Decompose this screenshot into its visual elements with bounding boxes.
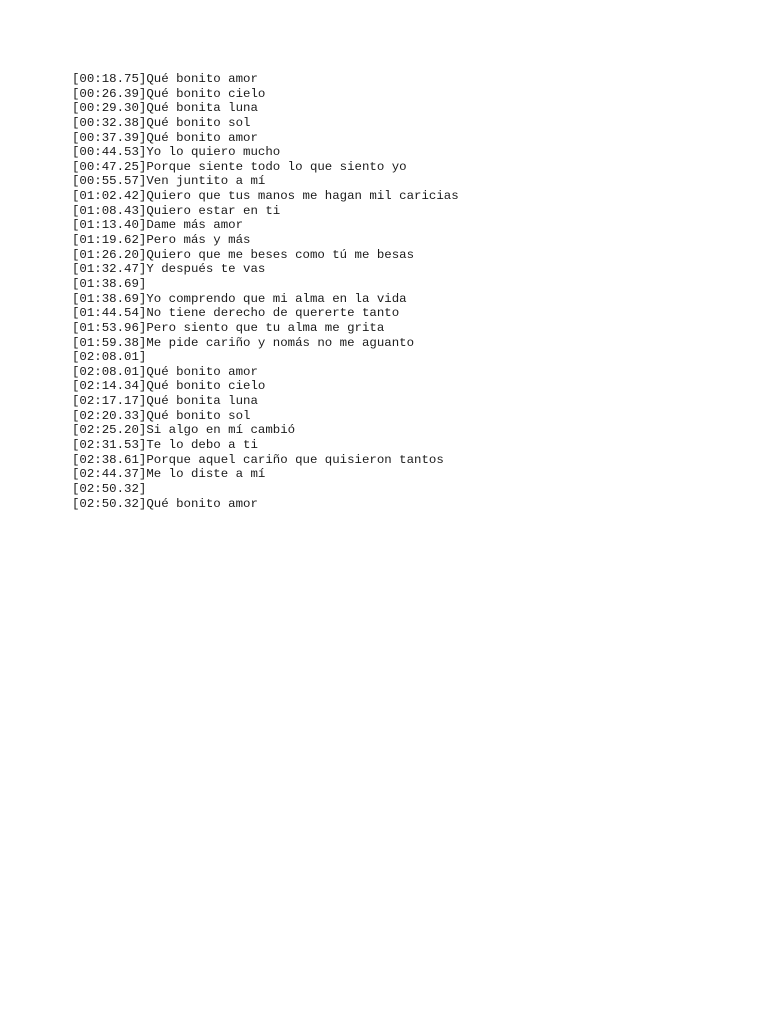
lyrics-list [72,72,459,511]
lyric-line: [01:19.62]Pero más y más [72,233,251,248]
lyric-line: [02:08.01] [72,350,147,365]
lyric-line: [00:26.39]Qué bonito cielo [72,86,266,101]
lyric-line: [02:17.17]Qué bonita luna [72,394,258,409]
lyric-line: [00:44.53]Yo lo quiero mucho [72,145,281,160]
lyric-line: [01:53.96]Pero siento que tu alma me grita [72,320,385,335]
lyric-line: [02:31.53]Te lo debo a ti [72,438,258,453]
lyric-line: [00:37.39]Qué bonito amor [72,130,258,145]
lyric-line: [02:50.32] [72,481,147,496]
lyric-line: [00:32.38]Qué bonito sol [72,115,251,130]
lyric-line: [00:55.57]Ven juntito a mí [72,174,266,189]
lyric-line: [02:25.20]Si algo en mí cambió [72,423,296,438]
lyric-line: [01:38.69]Yo comprendo que mi alma en la vida [72,291,407,306]
lyric-line: [01:26.20]Quiero que me beses como tú me besas [72,247,415,262]
lyric-line: [02:08.01]Qué bonito amor [72,364,258,379]
lyric-line: [00:29.30]Qué bonita luna [72,101,258,116]
lyric-line: [01:02.42]Quiero que tus manos me hagan mil caricias [72,189,459,204]
lyric-line: [00:18.75]Qué bonito amor [72,72,258,86]
lyric-line: [00:47.25]Porque siente todo lo que siento yo [72,159,407,174]
lyric-line: [01:32.47]Y después te vas [72,262,266,277]
lyric-line: [01:44.54]No tiene derecho de quererte tanto [72,306,400,321]
lyric-line: [02:38.61]Porque aquel cariño que quisieron tantos [72,452,444,467]
lyric-line: [01:38.69] [72,276,147,291]
lyric-line: [01:59.38]Me pide cariño y nomás no me aguanto [72,335,415,350]
lyric-line: [02:14.34]Qué bonito cielo [72,379,266,394]
lyric-line: [02:44.37]Me lo diste a mí [72,467,266,482]
lyric-line: [01:08.43]Quiero estar en ti [72,203,281,218]
lyric-line: [02:50.32]Qué bonito amor [72,496,258,511]
lyric-line: [01:13.40]Dame más amor [72,218,244,233]
lyric-line: [02:20.33]Qué bonito sol [72,408,251,423]
